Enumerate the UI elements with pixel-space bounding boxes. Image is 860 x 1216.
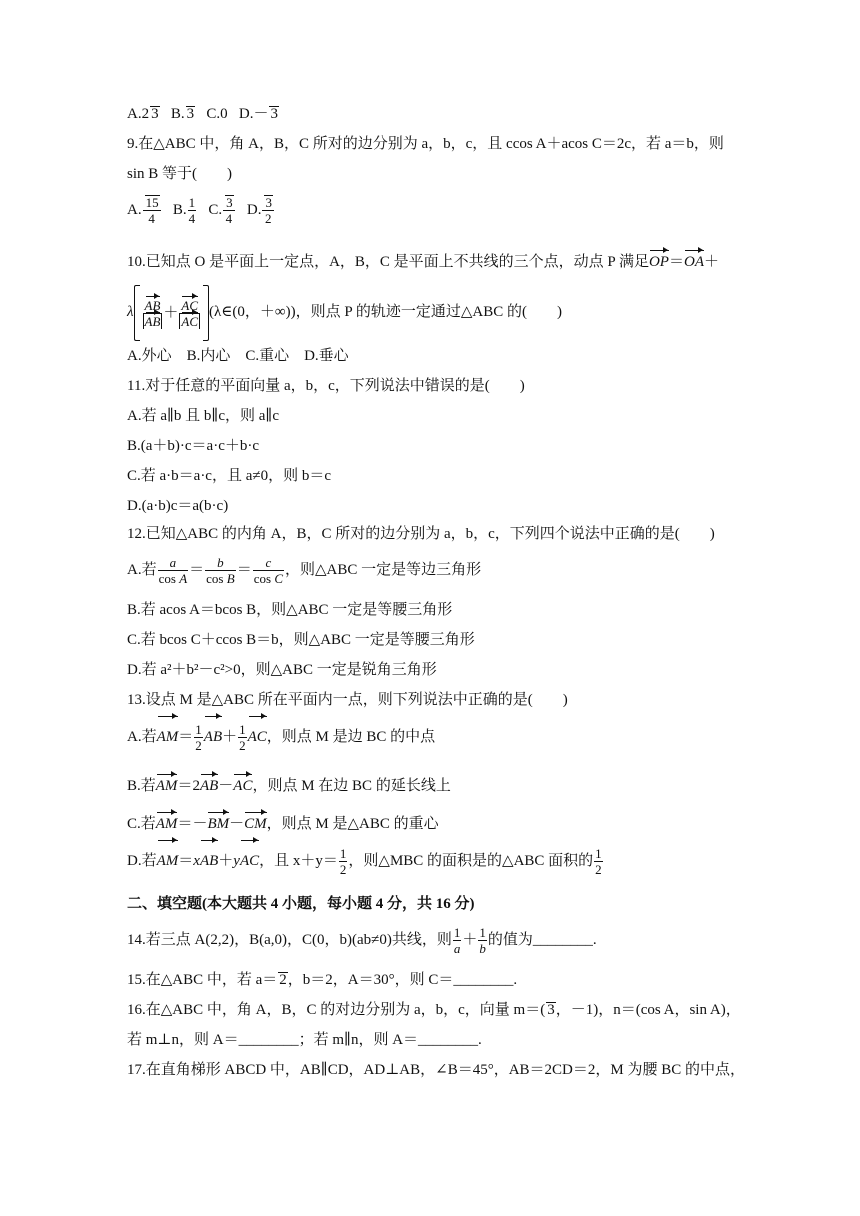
q12-option-c: C.若 bcos C＋ccos B＝b，则△ABC 一定是等腰三角形 [127,632,475,648]
q10-options: A.外心 B.内心 C.重心 D.垂心 [127,348,349,364]
q9-stem-line2: sin B 等于( ) [127,166,233,182]
q12-stem: 12.已知△ABC 的内角 A，B，C 所对的边分别为 a，b，c，下列四个说法中正确的是( ) [127,526,715,542]
q12-option-a: A.若 $\frac{a}{\text{cos A}}$ ＝ $\frac{b}{\text{cos B}}$ ＝ $\frac{c}{\text{cos C}}$ ，则△ABC 一定是等边三角形 [127,555,482,587]
q13-option-b: B.若AM＝2AB－AC，则点 M 在边 BC 的延长线上 [127,778,451,794]
q13-option-d: D.若AM＝xAB＋yAC，且 x＋y＝ $\frac{1}{2}$ ，则△MBC 的面积是的△ABC 面积的 $\frac{1}{2}$ [127,842,604,880]
q9-options: A. $\frac{15}{4}$ B. $\frac{1}{4}$ C. $\frac{3}{4}$ D. $\frac{3}{2}$ [127,195,272,227]
q10-paren-expression: $\frac{AB}{AB}$ ＋ $\frac{AC}{AC}$ [134,285,210,341]
q12-option-d: D.若 a²＋b²－c²>0，则△ABC 一定是锐角三角形 [127,662,437,678]
q13-option-a: A.若AM＝ $\frac{1}{2}$ AB＋ $\frac{1}{2}$ AC，则点 M 是边 BC 的中点 [127,718,435,756]
q8-options: A.2 3 B. 3 C.0 D.－ 3 [127,106,278,122]
q17: 17.在直角梯形 ABCD 中，AB∥CD，AD⊥AB，∠B＝45°，AB＝2CD＝2，M 为腰 BC 的中点， [127,1062,745,1078]
q16-line1: 16.在△ABC 中，角 A，B，C 的对边分别为 a，b，c，向量 m＝( 3，－1)，n＝(cos A，sin A)， [127,1002,741,1018]
q16-line2: 若 m⊥n，则 A＝________；若 m∥n，则 A＝________. [127,1032,482,1048]
q12-option-b: B.若 acos A＝bcos B，则△ABC 一定是等腰三角形 [127,602,453,618]
q11-option-b: B.(a＋b)·c＝a·c＋b·c [127,438,260,454]
q11-option-c: C.若 a·b＝a·c，且 a≠0，则 b＝c [127,468,332,484]
q10-stem-line1: 10.已知点 O 是平面上一定点，A，B，C 是平面上不共线的三个点，动点 P 满足OP＝OA＋ [127,254,719,270]
q11-option-d: D.(a·b)c＝a(b·c) [127,498,229,514]
q15: 15.在△ABC 中，若 a＝ 2，b＝2，A＝30°，则 C＝________. [127,972,518,988]
q9-stem-line1: 9.在△ABC 中，角 A，B，C 所对的边分别为 a，b，c，且 ccos A＋acos C＝2c，若 a＝b，则 [127,136,724,152]
q14: 14.若三点 A(2,2)，B(a,0)，C(0，b)(ab≠0)共线，则 $\frac{1}{a}$ ＋ $\frac{1}{b}$ 的值为________. [127,925,597,957]
q13-option-c: C.若AM＝－BM－CM，则点 M 是△ABC 的重心 [127,816,439,832]
q10-stem-line2: λ $\frac{AB}{AB}$ ＋ $\frac{AC}{AC}$ (λ∈(0，＋∞))，则点 P 的轨迹一定通过△ABC 的( ) [127,284,562,341]
section-2-heading: 二、填空题(本大题共 4 小题，每小题 4 分，共 16 分) [127,896,475,912]
q11-option-a: A.若 a∥b 且 b∥c，则 a∥c [127,408,279,424]
q13-stem: 13.设点 M 是△ABC 所在平面内一点，则下列说法中正确的是( ) [127,692,568,708]
q11-stem: 11.对于任意的平面向量 a，b，c，下列说法中错误的是( ) [127,378,525,394]
